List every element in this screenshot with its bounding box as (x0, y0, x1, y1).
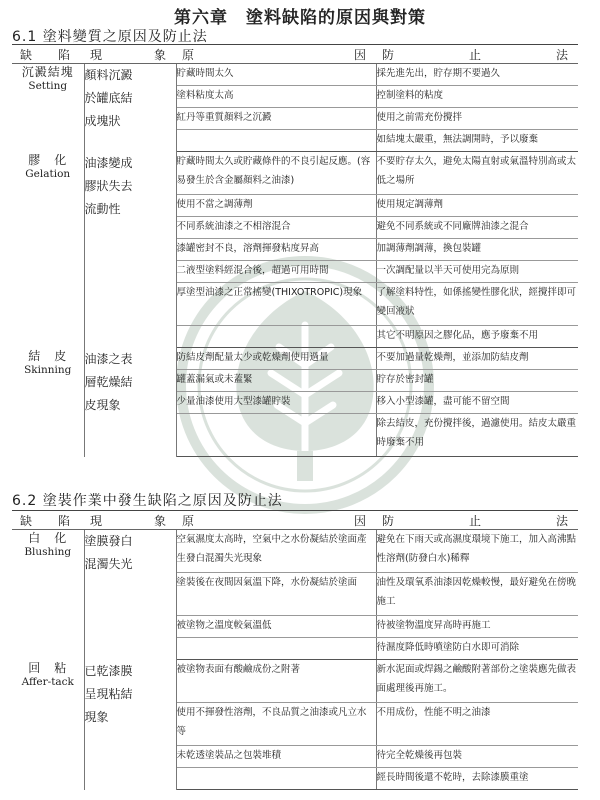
prevention-cell: 待濕度降低時噴塗防白水即可消除 (376, 638, 578, 660)
cause-cell: 漆罐密封不良，溶劑揮發粘度昇高 (176, 239, 376, 261)
defect-name-zh: 沉澱結塊 (21, 65, 74, 79)
phenomenon-line: 皮現象 (84, 397, 121, 412)
cause-cell (176, 130, 376, 152)
defect-name-cell (12, 64, 84, 152)
prevention-cell: 待被塗物溫度昇高時再施工 (376, 616, 578, 638)
table-row (12, 64, 578, 86)
cause-cell (176, 326, 376, 348)
cause-cell: 罐蓋漏氣或未蓋緊 (176, 370, 376, 392)
prevention-cell: 新水泥面或焊錫之鹼酸附著部份之塗裝應先做表面處理後再施工。 (376, 660, 578, 703)
cause-cell: 貯藏時間太久或貯藏條件的不良引起反應。(容易發生於含金屬顏料之油漆) (176, 152, 376, 195)
phenomenon-line: 油漆之表 (84, 351, 133, 366)
prevention-cell: 避免不同系統或不同廠牌油漆之混合 (376, 217, 578, 239)
phenomenon-line: 膠狀失去 (84, 178, 133, 193)
cause-cell: 被塗物之溫度較氣溫低 (176, 616, 376, 638)
prevention-cell: 如結塊太嚴重，無法調開時，予以廢棄 (376, 130, 578, 152)
prevention-cell: 不要貯存太久，避免太陽直射或氣溫特別高或太低之場所 (376, 152, 578, 195)
prevention-cell: 避免在下雨天或高濕度環境下施工，加入高沸點性溶劑(防發白水)稀釋 (376, 530, 578, 573)
defect-name-zh: 回 粘 (28, 660, 68, 675)
prevention-cell: 不用成份，性能不明之油漆 (376, 703, 578, 746)
cause-cell: 貯藏時間太久 (176, 64, 376, 86)
header-phenomenon: 現 象 (90, 47, 166, 62)
prevention-cell: 其它不明原因之膠化品，應予廢棄不用 (376, 326, 578, 348)
phenomenon-line: 呈現粘結 (84, 686, 133, 701)
phenomenon-line: 已乾漆膜 (84, 663, 133, 678)
header-defect: 缺 陷 (20, 47, 70, 62)
phenomenon-line: 油漆變成 (84, 155, 133, 170)
phenomenon-cell (84, 660, 176, 790)
header-cause: 原 因 (182, 47, 366, 62)
header-phenomenon: 現 象 (90, 513, 166, 528)
cause-cell (176, 768, 376, 790)
cause-cell: 空氣濕度太高時，空氣中之水份凝結於塗面產生發白混濁失光現象 (176, 530, 376, 573)
prevention-cell: 控制塗料的粘度 (376, 86, 578, 108)
defect-name-en: Affer-tack (21, 675, 74, 688)
header-prevention: 防 止 法 (382, 513, 568, 528)
phenomenon-line: 層乾燥結 (84, 374, 133, 389)
phenomenon-line: 塗膜發白 (84, 534, 133, 548)
defect-name-en: Gelation (25, 167, 71, 180)
phenomenon-cell (84, 530, 176, 660)
defect-name-zh: 結 皮 (28, 348, 68, 363)
prevention-cell: 油性及環氧系油漆因乾燥較慢，最好避免在傍晚施工 (376, 573, 578, 616)
prevention-cell: 使用規定調薄劑 (376, 195, 578, 217)
defect-name-en: Skinning (24, 363, 72, 376)
cause-cell: 未乾透塗裝品之包裝堆積 (176, 746, 376, 768)
table-row (12, 152, 578, 195)
cause-cell: 少量油漆使用大型漆罐貯裝 (176, 392, 376, 414)
cause-cell: 被塗物表面有酸鹼成份之附著 (176, 660, 376, 703)
prevention-cell: 移入小型漆罐，盡可能不留空間 (376, 392, 578, 414)
cause-cell: 塗料粘度太高 (176, 86, 376, 108)
phenomenon-line: 現象 (84, 709, 109, 724)
prevention-cell: 貯存於密封罐 (376, 370, 578, 392)
table-header-row (12, 45, 578, 64)
defect-name-en: Setting (28, 80, 68, 92)
defect-name-cell (12, 348, 84, 457)
cause-cell (176, 638, 376, 660)
cause-cell: 厚塗型油漆之正常搖變(THIXOTROPIC)現象 (176, 283, 376, 326)
prevention-cell: 經長時間後還不乾時，去除漆膜重塗 (376, 768, 578, 790)
table-row (12, 348, 578, 370)
defect-name-en: Blushing (24, 546, 72, 558)
prevention-cell: 一次調配量以半天可使用完為原則 (376, 261, 578, 283)
cause-cell: 二液型塗料經混合後，超過可用時間 (176, 261, 376, 283)
phenomenon-line: 流動性 (84, 201, 121, 216)
phenomenon-line: 於罐底結 (84, 91, 133, 105)
prevention-cell: 加調薄劑調薄，換包裝罐 (376, 239, 578, 261)
phenomenon-line: 混濁失光 (84, 557, 133, 571)
table-header-row (12, 511, 578, 530)
cause-cell: 不同系統油漆之不相溶混合 (176, 217, 376, 239)
prevention-cell: 了解塗料特性，如係搖變性膠化狀，經攪拌即可變回液狀 (376, 283, 578, 326)
header-prevention: 防 止 法 (382, 47, 568, 62)
defect-name-zh: 白 化 (28, 531, 68, 545)
cause-cell: 使用不揮發性溶劑，不良品質之油漆或凡立水等 (176, 703, 376, 746)
prevention-cell: 使用之前需充份攪拌 (376, 108, 578, 130)
cause-cell: 紅丹等重質顏料之沉澱 (176, 108, 376, 130)
cause-cell: 使用不當之調薄劑 (176, 195, 376, 217)
phenomenon-cell (84, 64, 176, 152)
table-row (12, 660, 578, 703)
header-defect: 缺 陷 (20, 513, 70, 528)
prevention-cell: 採先進先出，貯存期不要過久 (376, 64, 578, 86)
cause-cell (176, 414, 376, 457)
header-cause: 原 因 (182, 513, 366, 528)
defect-table-6-2 (12, 510, 578, 790)
page-title: 第六章 塗料缺陷的原因與對策 (174, 8, 426, 28)
section-title-6-1: 6.1 塗料變質之原因及防止法 (12, 29, 208, 45)
cause-cell: 塗裝後在夜間因氣溫下降，水份凝結於塗面 (176, 573, 376, 616)
section-title-6-2: 6.2 塗裝作業中發生缺陷之原因及防止法 (12, 493, 283, 509)
defect-table-6-1 (12, 44, 578, 457)
phenomenon-cell (84, 348, 176, 457)
prevention-cell: 除去結皮，充份攪拌後，過濾使用。結皮太嚴重時廢棄不用 (376, 414, 578, 457)
prevention-cell: 待完全乾燥後再包裝 (376, 746, 578, 768)
defect-name-cell (12, 152, 84, 348)
phenomenon-line: 顏料沉澱 (84, 68, 133, 82)
prevention-cell: 不要加過量乾燥劑，並添加防結皮劑 (376, 348, 578, 370)
table-row (12, 530, 578, 573)
phenomenon-cell (84, 152, 176, 348)
cause-cell: 防結皮劑配量太少或乾燥劑使用過量 (176, 348, 376, 370)
defect-name-zh: 膠 化 (28, 152, 68, 167)
defect-name-cell (12, 530, 84, 660)
defect-name-cell (12, 660, 84, 790)
phenomenon-line: 成塊狀 (84, 114, 121, 128)
